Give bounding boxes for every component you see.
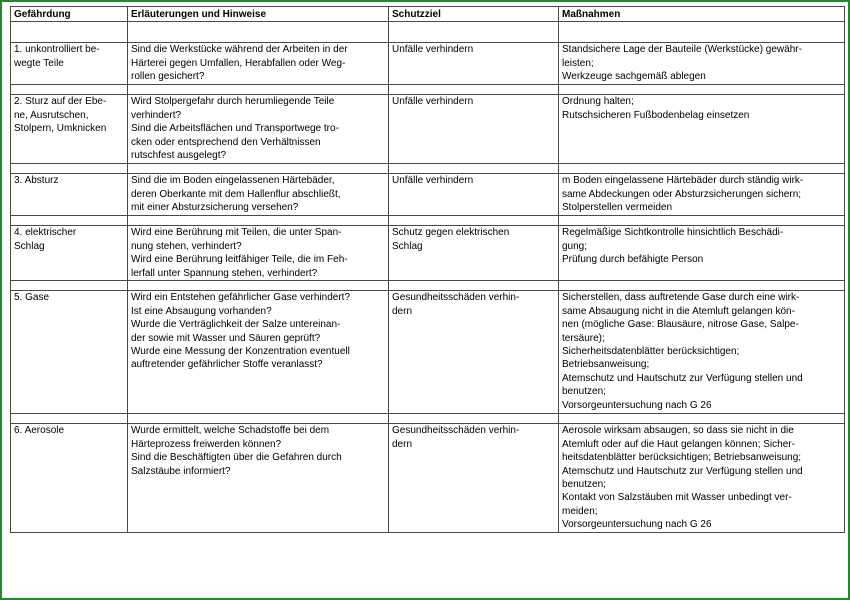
notes-cell: Wird eine Berührung mit Teilen, die unter Span- nung stehen, verhindert? Wird eine Berührung leitfähiger Teile, die im Feh- lerfall unter Spannung stehen, verhindert? (128, 226, 389, 281)
row-spacer (11, 164, 845, 174)
measures-cell: m Boden eingelassene Härtebäder durch ständig wirk- same Abdeckungen oder Absturzsicherungen sichern; Stolperstellen vermeiden (559, 174, 845, 216)
goal-cell: Gesundheitsschäden verhin- dern (389, 424, 559, 533)
goal-cell: Unfälle verhindern (389, 174, 559, 216)
notes-cell: Wurde ermittelt, welche Schadstoffe bei dem Härteprozess freiwerden können? Sind die Beschäftigten über die Gefahren durch Salzstäube informiert? (128, 424, 389, 533)
measures-cell: Regelmäßige Sichtkontrolle hinsichtlich Beschädi- gung; Prüfung durch befähigte Person (559, 226, 845, 281)
goal-cell: Unfälle verhindern (389, 43, 559, 85)
hazard-cell: 3. Absturz (11, 174, 128, 216)
table-row (11, 95, 845, 164)
table-row (11, 291, 845, 414)
risk-assessment-table (10, 6, 845, 533)
hazard-cell: 1. unkontrolliert be- wegte Teile (11, 43, 128, 85)
hazard-cell: 4. elektrischer Schlag (11, 226, 128, 281)
header-notes: Erläuterungen und Hinweise (128, 7, 389, 22)
hazard-cell: 6. Aerosole (11, 424, 128, 533)
hazard-cell: 2. Sturz auf der Ebe- ne, Ausrutschen, Stolpern, Umknicken (11, 95, 128, 164)
measures-cell: Ordnung halten; Rutschsicheren Fußbodenbelag einsetzen (559, 95, 845, 164)
goal-cell: Schutz gegen elektrischen Schlag (389, 226, 559, 281)
measures-cell: Standsichere Lage der Bauteile (Werkstücke) gewähr- leisten; Werkzeuge sachgemäß ablegen (559, 43, 845, 85)
header-measures: Maßnahmen (559, 7, 845, 22)
header-goal: Schutzziel (389, 7, 559, 22)
notes-cell: Wird ein Entstehen gefährlicher Gase verhindert? Ist eine Absaugung vorhanden? Wurde die Verträglichkeit der Salze untereinan- der sowie mit Wasser und Säuren geprüft? Wurde eine Messung der Konzentration eventuell auftretender gefährlicher Stoffe veranlasst? (128, 291, 389, 414)
measures-cell: Aerosole wirksam absaugen, so dass sie nicht in die Atemluft oder auf die Haut gelangen können; Sicher- heitsdatenblätter berücksichtigen; Betriebsanweisung; Atemschutz und Hautschutz zur Verfügung stellen und benutzen; Kontakt von Salzstäuben mit Wasser unbedingt ver- meiden; Vorsorgeuntersuchung nach G 26 (559, 424, 845, 533)
hazard-cell: 5. Gase (11, 291, 128, 414)
table-row (11, 424, 845, 533)
notes-cell: Wird Stolpergefahr durch herumliegende Teile verhindert? Sind die Arbeitsflächen und Transportwege tro- cken oder entsprechend den Verhältnissen rutschfest ausgelegt? (128, 95, 389, 164)
table-row (11, 226, 845, 281)
row-spacer (11, 281, 845, 291)
row-spacer (11, 22, 845, 43)
measures-cell: Sicherstellen, dass auftretende Gase durch eine wirk- same Absaugung nicht in die Atemluft gelangen kön- nen (mögliche Gase: Blausäure, nitrose Gase, Salpe- tersäure); Sicherheitsdatenblätter berücksichtigen; Betriebsanweisung; Atemschutz und Hautschutz zur Verfügung stellen und benutzen; Vorsorgeuntersuchung nach G 26 (559, 291, 845, 414)
notes-cell: Sind die im Boden eingelassenen Härtebäder, deren Oberkante mit dem Hallenflur abschließt, mit einer Absturzsicherung versehen? (128, 174, 389, 216)
header-hazard: Gefährdung (11, 7, 128, 22)
row-spacer (11, 414, 845, 424)
table-row (11, 174, 845, 216)
goal-cell: Gesundheitsschäden verhin- dern (389, 291, 559, 414)
goal-cell: Unfälle verhindern (389, 95, 559, 164)
table-row (11, 43, 845, 85)
row-spacer (11, 85, 845, 95)
notes-cell: Sind die Werkstücke während der Arbeiten in der Härterei gegen Umfallen, Herabfallen oder Weg- rollen gesichert? (128, 43, 389, 85)
table-header-row (11, 7, 845, 22)
row-spacer (11, 216, 845, 226)
